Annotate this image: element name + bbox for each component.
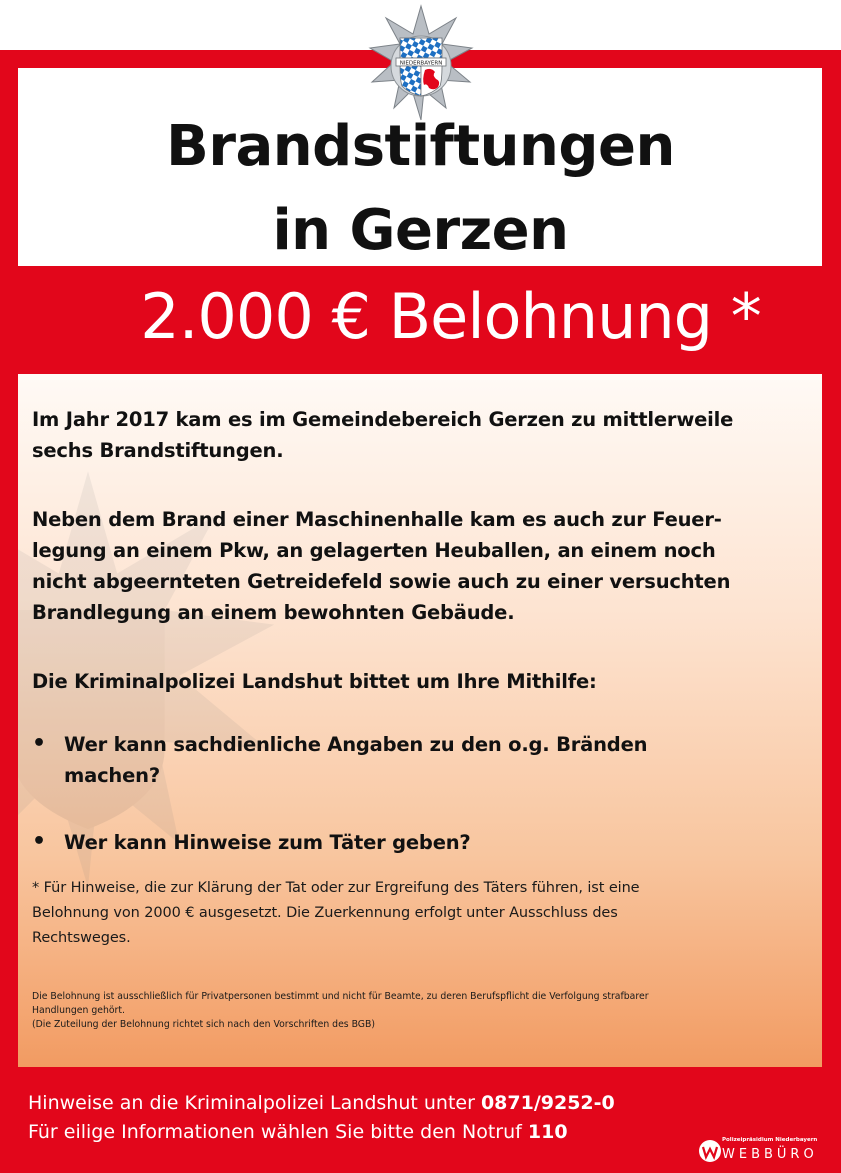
footnote-line-3: Rechtsweges. (32, 930, 131, 946)
reward-headline: 2.000 € Belohnung * (140, 280, 761, 353)
emergency-number: 110 (527, 1121, 568, 1143)
contact-line-1 (28, 1089, 615, 1117)
body-panel (18, 374, 822, 1067)
contact-line-2 (28, 1118, 568, 1146)
contact-line-2-text: Für eilige Informationen wählen Sie bitte den Notruf (28, 1121, 528, 1143)
bullet-1-line-2: machen? (64, 764, 160, 787)
bullet-2-line-1: Wer kann Hinweise zum Täter geben? (64, 831, 471, 854)
footnote-line-1: * Für Hinweise, die zur Klärung der Tat oder zur Ergreifung des Täters führen, ist eine (32, 880, 640, 896)
bullet-2-dot: • (32, 829, 47, 854)
disclaimer-line-2: Handlungen gehört. (32, 1005, 125, 1016)
paragraph-2-line-1: Neben dem Brand einer Maschinenhalle kam es auch zur Feuer- (32, 508, 722, 531)
contact-line-1-text: Hinweise an die Kriminalpolizei Landshut unter (28, 1092, 481, 1114)
paragraph-2-line-4: Brandlegung an einem bewohnten Gebäude. (32, 601, 515, 624)
contact-phone: 0871/9252-0 (480, 1092, 615, 1114)
logo-agency-name: Polizeipräsidium Niederbayern (722, 1137, 818, 1143)
disclaimer-line-3: (Die Zuteilung der Belohnung richtet sich nach den Vorschriften des BGB) (32, 1019, 376, 1030)
paragraph-1-line-2: sechs Brandstiftungen. (32, 439, 284, 462)
footnote-line-2: Belohnung von 2000 € ausgesetzt. Die Zuerkennung erfolgt unter Ausschluss des (32, 905, 618, 921)
badge-banner-text: NIEDERBAYERN (399, 60, 443, 67)
title-line-2: in Gerzen (272, 198, 569, 263)
webbuero-logo (698, 1133, 822, 1167)
bullet-1-dot: • (32, 731, 47, 756)
paragraph-3: Die Kriminalpolizei Landshut bittet um Ihre Mithilfe: (32, 670, 597, 693)
title-line-1: Brandstiftungen (166, 114, 675, 179)
paragraph-1-line-1: Im Jahr 2017 kam es im Gemeindebereich Gerzen zu mittlerweile (32, 408, 734, 431)
bullet-1-line-1: Wer kann sachdienliche Angaben zu den o.g. Bränden (64, 733, 648, 756)
paragraph-2-line-2: legung an einem Pkw, an gelagerten Heuballen, an einem noch (32, 539, 716, 562)
webbuero-logo-icon (698, 1137, 722, 1165)
paragraph-2-line-3: nicht abgeernteten Getreidefeld sowie auch zu einer versuchten (32, 570, 731, 593)
logo-name: WEBBÜRO (722, 1147, 818, 1162)
disclaimer-line-1: Die Belohnung ist ausschließlich für Privatpersonen bestimmt und nicht für Beamte, zu deren Berufspflicht die Verfolgung strafbarer (32, 991, 649, 1002)
police-star-badge-icon (366, 4, 476, 130)
